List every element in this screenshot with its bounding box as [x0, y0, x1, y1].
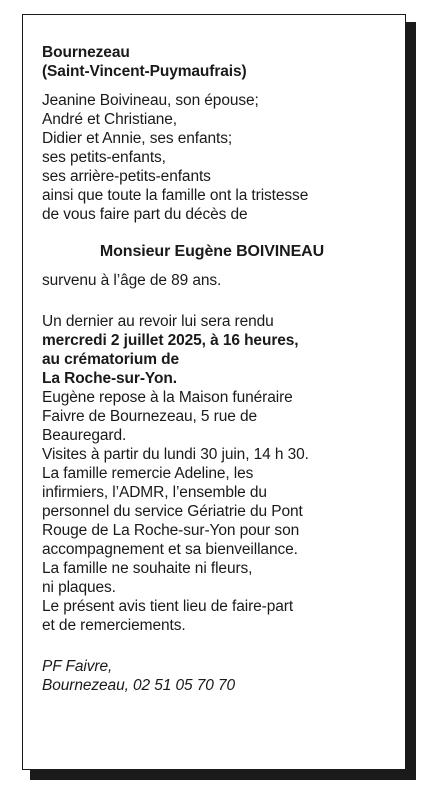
details-line: Beauregard.	[42, 427, 127, 444]
funeral-home-contact: Bournezeau, 02 51 05 70 70	[42, 677, 236, 694]
details-line: Le présent avis tient lieu de faire-part	[42, 598, 294, 615]
family-line: ses arrière-petits-enfants	[42, 168, 211, 185]
header-city: Bournezeau	[42, 44, 130, 61]
ceremony-intro: Un dernier au revoir lui sera rendu	[42, 313, 274, 330]
family-line: de vous faire part du décès de	[42, 206, 248, 223]
details-line: et de remerciements.	[42, 617, 186, 634]
details-line: La famille ne souhaite ni fleurs,	[42, 560, 253, 577]
details-line: Eugène repose à la Maison funéraire	[42, 389, 293, 406]
details-line: La famille remercie Adeline, les	[42, 465, 254, 482]
family-line: Jeanine Boivineau, son épouse;	[42, 92, 259, 109]
family-line: Didier et Annie, ses enfants;	[42, 130, 233, 147]
family-line: ses petits-enfants,	[42, 149, 166, 166]
ceremony-place: au crématorium de	[42, 351, 179, 368]
header-commune: (Saint-Vincent-Puymaufrais)	[42, 63, 247, 80]
age-line: survenu à l’âge de 89 ans.	[42, 272, 222, 289]
details-line: ni plaques.	[42, 579, 116, 596]
funeral-home: PF Faivre,	[42, 658, 113, 675]
details-line: Rouge de La Roche-sur-Yon pour son	[42, 522, 300, 539]
notice-content	[42, 43, 382, 695]
details-line: infirmiers, l’ADMR, l’ensemble du	[42, 484, 267, 501]
details-line: Visites à partir du lundi 30 juin, 14 h 30.	[42, 446, 309, 463]
details-line: personnel du service Gériatrie du Pont	[42, 503, 303, 520]
deceased-name: Monsieur Eugène BOIVINEAU	[99, 243, 325, 260]
ceremony-city: La Roche-sur-Yon.	[42, 370, 177, 387]
details-line: Faivre de Bournezeau, 5 rue de	[42, 408, 257, 425]
ceremony-date: mercredi 2 juillet 2025, à 16 heures,	[42, 332, 299, 349]
details-line: accompagnement et sa bienveillance.	[42, 541, 298, 558]
family-line: ainsi que toute la famille ont la tristesse	[42, 187, 309, 204]
family-line: André et Christiane,	[42, 111, 177, 128]
